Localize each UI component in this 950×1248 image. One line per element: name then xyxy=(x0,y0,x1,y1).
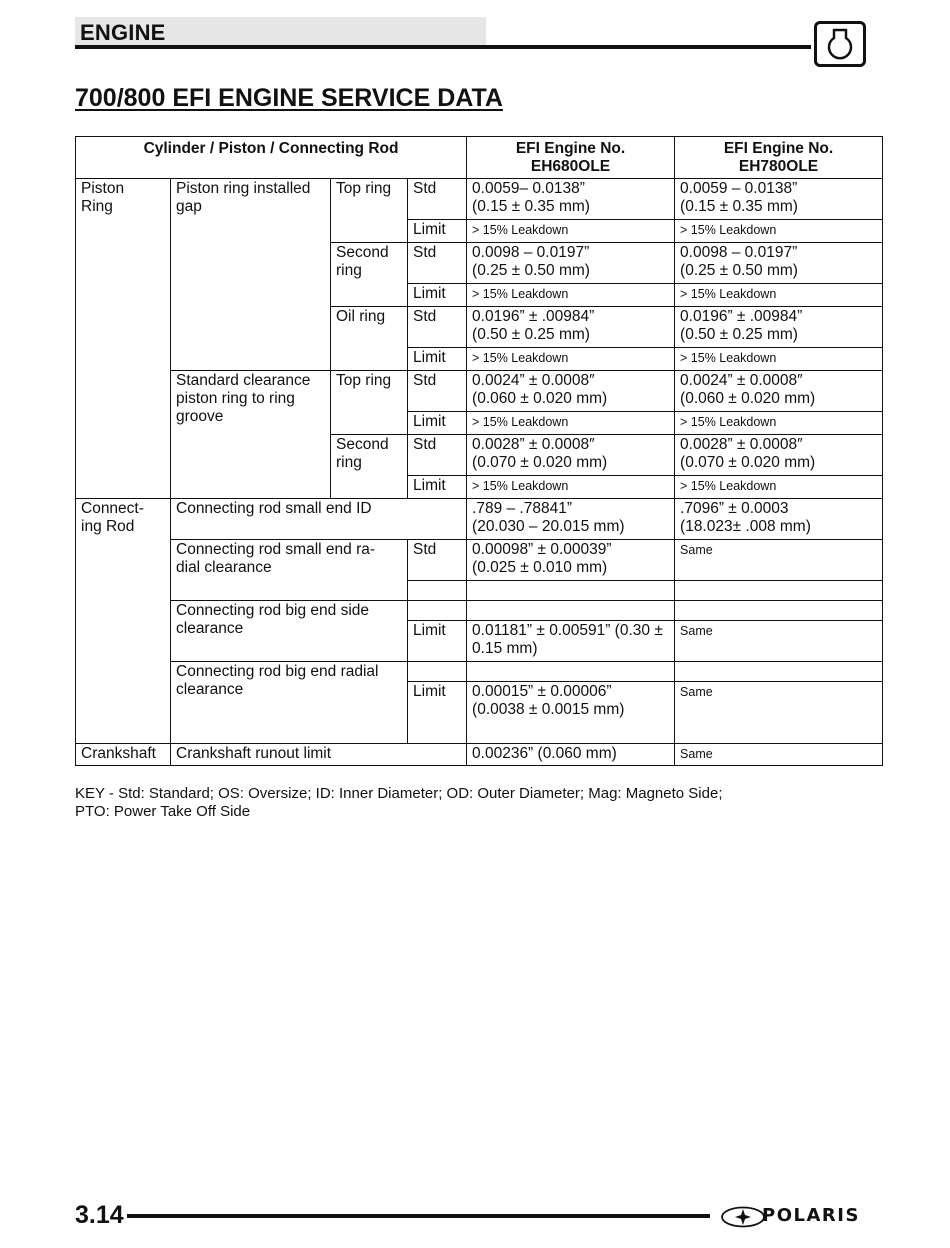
value-eh780ole: 0.0196” ± .00984” (0.50 ± 0.25 mm) xyxy=(675,307,883,348)
empty-cell xyxy=(467,662,675,682)
std-label: Std xyxy=(408,243,467,284)
ring-second: Second ring xyxy=(331,435,408,499)
ring-top: Top ring xyxy=(331,371,408,435)
std-label: Std xyxy=(408,371,467,412)
small-end-id-label: Connecting rod small end ID xyxy=(171,499,467,540)
value-eh680ole: > 15% Leakdown xyxy=(467,348,675,371)
value-eh780ole: Same xyxy=(675,744,883,766)
value-eh680ole: 0.00098” ± 0.00039” (0.025 ± 0.010 mm) xyxy=(467,540,675,581)
std-label: Std xyxy=(408,307,467,348)
limit-label: Limit xyxy=(408,412,467,435)
value-eh680ole: 0.0024” ± 0.0008″ (0.060 ± 0.020 mm) xyxy=(467,371,675,412)
crankshaft-runout-label: Crankshaft runout limit xyxy=(171,744,467,766)
limit-label: Limit xyxy=(408,284,467,307)
brand-name: POLARIS xyxy=(762,1205,860,1226)
table-row xyxy=(76,540,883,581)
empty-cell xyxy=(467,581,675,601)
value-eh680ole: 0.0059– 0.0138” (0.15 ± 0.35 mm) xyxy=(467,179,675,220)
table-header-row xyxy=(76,137,883,179)
table-row xyxy=(76,601,883,621)
std-label: Std xyxy=(408,435,467,476)
limit-label: Limit xyxy=(408,220,467,243)
value-eh680ole: .789 – .78841” (20.030 – 20.015 mm) xyxy=(467,499,675,540)
value-eh680ole: 0.01181” ± 0.00591” (0.30 ± 0.15 mm) xyxy=(467,621,675,662)
header-rule xyxy=(75,45,811,49)
row-group-installed-gap: Piston ring installed gap xyxy=(171,179,331,371)
value-eh780ole: .7096” ± 0.0003 (18.023± .008 mm) xyxy=(675,499,883,540)
key-legend-line-1: KEY - Std: Standard; OS: Oversize; ID: Inner Diameter; OD: Outer Diameter; Mag: Magneto Side; xyxy=(75,785,723,802)
value-eh680ole: 0.0196” ± .00984” (0.50 ± 0.25 mm) xyxy=(467,307,675,348)
row-group-crankshaft: Crankshaft xyxy=(76,744,171,766)
value-eh680ole: 0.00236” (0.060 mm) xyxy=(467,744,675,766)
value-eh780ole: > 15% Leakdown xyxy=(675,476,883,499)
empty-cell xyxy=(408,601,467,621)
value-eh680ole: 0.00015” ± 0.00006” (0.0038 ± 0.0015 mm) xyxy=(467,682,675,744)
table-row xyxy=(76,179,883,220)
header-engine-eh680ole: EFI Engine No. EH680OLE xyxy=(467,137,675,179)
header-engine-eh780ole: EFI Engine No. EH780OLE xyxy=(675,137,883,179)
table-row xyxy=(76,371,883,412)
row-group-connecting-rod: Connect- ing Rod xyxy=(76,499,171,744)
value-eh780ole: Same xyxy=(675,682,883,744)
value-eh780ole: > 15% Leakdown xyxy=(675,284,883,307)
limit-label: Limit xyxy=(408,621,467,662)
section-label: ENGINE xyxy=(80,20,166,45)
value-eh680ole: 0.0028” ± 0.0008″ (0.070 ± 0.020 mm) xyxy=(467,435,675,476)
value-eh680ole: 0.0098 – 0.0197” (0.25 ± 0.50 mm) xyxy=(467,243,675,284)
value-eh780ole: Same xyxy=(675,621,883,662)
ring-second: Second ring xyxy=(331,243,408,307)
table-row xyxy=(76,499,883,540)
empty-cell xyxy=(408,581,467,601)
polaris-star-emblem-icon xyxy=(720,1206,766,1228)
value-eh780ole: Same xyxy=(675,540,883,581)
limit-label: Limit xyxy=(408,348,467,371)
std-label: Std xyxy=(408,179,467,220)
ring-oil: Oil ring xyxy=(331,307,408,371)
key-legend-line-2: PTO: Power Take Off Side xyxy=(75,803,251,820)
small-end-radial-label: Connecting rod small end ra- dial clearance xyxy=(171,540,408,601)
empty-cell xyxy=(675,662,883,682)
table-row xyxy=(76,744,883,766)
page-title: 700/800 EFI ENGINE SERVICE DATA xyxy=(75,84,503,112)
value-eh680ole: > 15% Leakdown xyxy=(467,476,675,499)
value-eh780ole: > 15% Leakdown xyxy=(675,220,883,243)
value-eh780ole: 0.0024” ± 0.0008″ (0.060 ± 0.020 mm) xyxy=(675,371,883,412)
engine-piston-icon xyxy=(814,21,866,67)
big-end-radial-label: Connecting rod big end radial clearance xyxy=(171,662,408,744)
value-eh680ole: > 15% Leakdown xyxy=(467,284,675,307)
std-label: Std xyxy=(408,540,467,581)
value-eh780ole: > 15% Leakdown xyxy=(675,348,883,371)
value-eh780ole: 0.0098 – 0.0197” (0.25 ± 0.50 mm) xyxy=(675,243,883,284)
table-row xyxy=(76,662,883,682)
big-end-side-label: Connecting rod big end side clearance xyxy=(171,601,408,662)
empty-cell xyxy=(675,601,883,621)
limit-label: Limit xyxy=(408,476,467,499)
value-eh680ole: > 15% Leakdown xyxy=(467,412,675,435)
value-eh780ole: 0.0059 – 0.0138” (0.15 ± 0.35 mm) xyxy=(675,179,883,220)
header-category: Cylinder / Piston / Connecting Rod xyxy=(76,137,467,179)
brand-logo xyxy=(720,1204,870,1230)
value-eh780ole: 0.0028” ± 0.0008″ (0.070 ± 0.020 mm) xyxy=(675,435,883,476)
page-number: 3.14 xyxy=(75,1201,124,1229)
limit-label: Limit xyxy=(408,682,467,744)
ring-top: Top ring xyxy=(331,179,408,243)
empty-cell xyxy=(408,662,467,682)
value-eh780ole: > 15% Leakdown xyxy=(675,412,883,435)
footer-rule xyxy=(127,1214,710,1218)
empty-cell xyxy=(675,581,883,601)
value-eh680ole: > 15% Leakdown xyxy=(467,220,675,243)
row-group-piston-ring: Piston Ring xyxy=(76,179,171,499)
service-data-table xyxy=(75,136,883,766)
empty-cell xyxy=(467,601,675,621)
row-group-groove-clearance: Standard clearance piston ring to ring groove xyxy=(171,371,331,499)
